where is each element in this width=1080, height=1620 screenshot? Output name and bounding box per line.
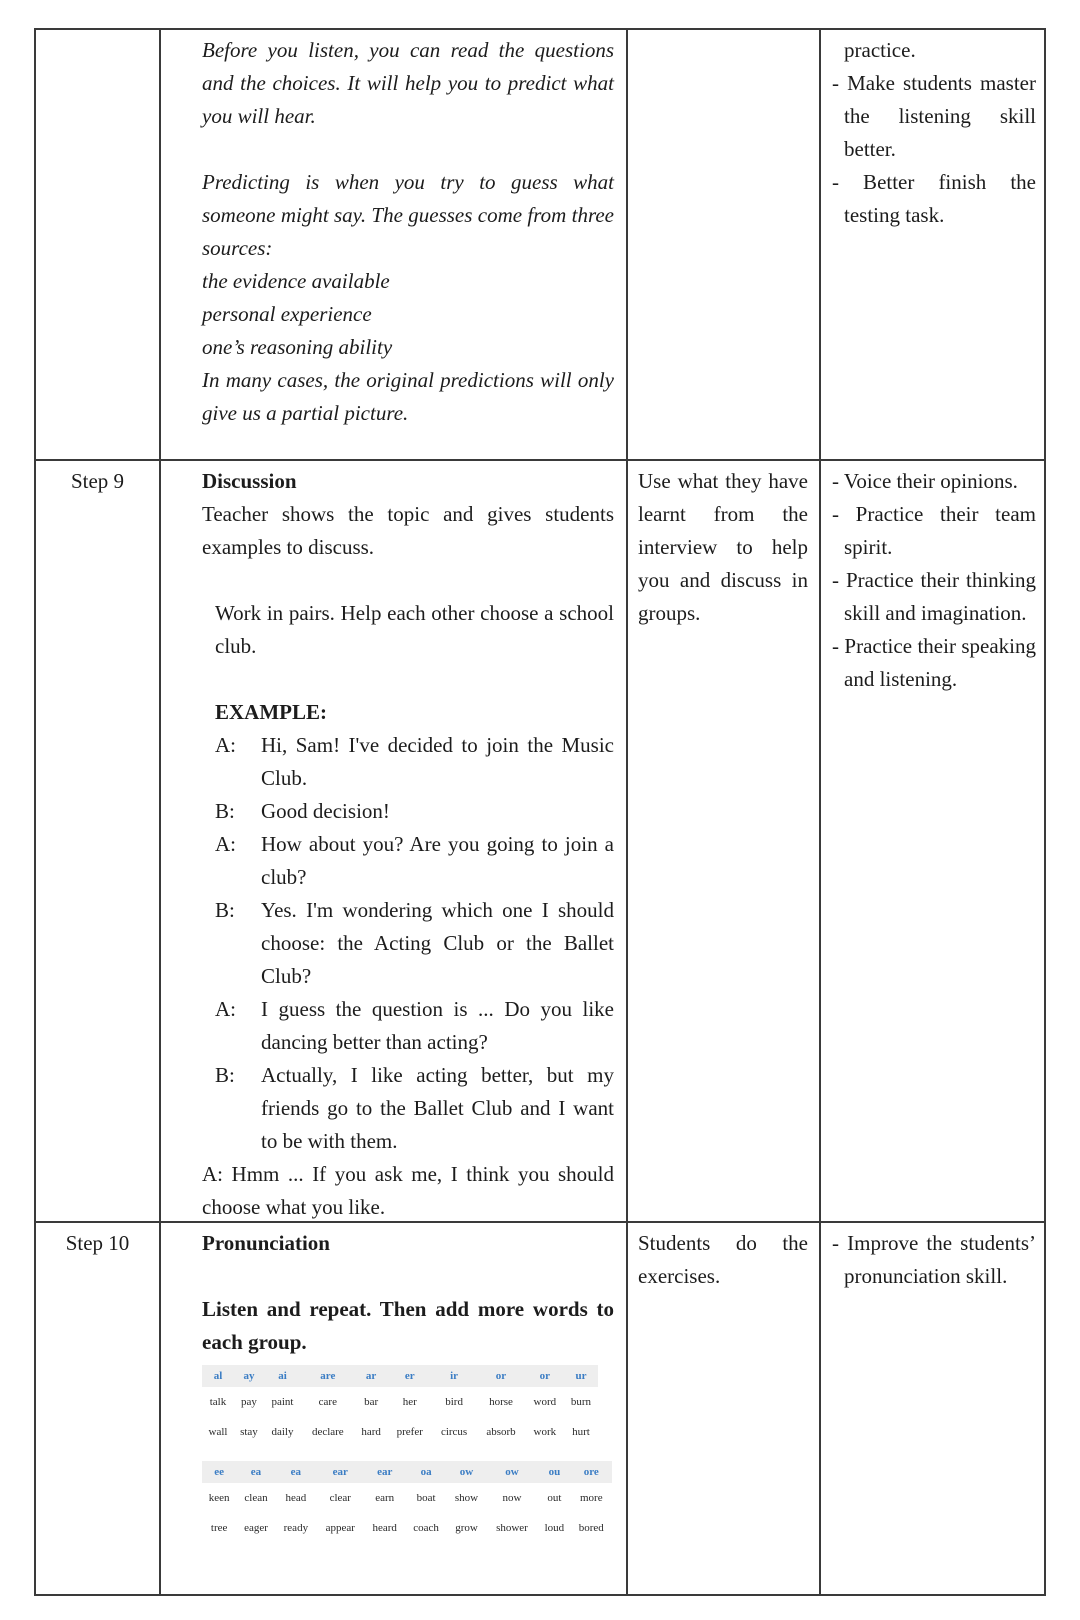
dialogue-text: Yes. I'm wondering which one I should choose: the Acting Club or the Ballet Club? xyxy=(261,898,614,988)
example-word: absorb xyxy=(486,1426,516,1438)
example-word: more xyxy=(579,1492,603,1504)
sound-pattern: ow xyxy=(447,1461,485,1483)
row-divider-1 xyxy=(34,459,1046,461)
example-word: work xyxy=(533,1426,557,1438)
sound-pattern: ear xyxy=(365,1461,405,1483)
table-border-right xyxy=(1044,28,1046,1596)
example-word: appear xyxy=(325,1522,355,1534)
row3-student-activity-cell: Students do the exercises. xyxy=(638,1231,808,1288)
sound-pattern: or xyxy=(476,1365,526,1387)
column-divider-2 xyxy=(626,28,628,1596)
row1-paragraph-1: Before you listen, you can read the questions and the choices. It will help you to predict what you will hear. xyxy=(202,38,614,128)
dialogue-line xyxy=(215,729,614,795)
row2-student-activity-cell: Use what they have learnt from the interview to help you and discuss in groups. xyxy=(638,469,808,625)
column-divider-3 xyxy=(819,28,821,1596)
dialogue-speaker: B: xyxy=(215,898,235,922)
row1-aim-1: practice. xyxy=(844,38,916,62)
sound-pattern: or xyxy=(526,1365,564,1387)
example-word: shower xyxy=(496,1522,528,1534)
dialogue-speaker: A: xyxy=(215,733,236,757)
example-word: clean xyxy=(244,1492,268,1504)
row1-closing: In many cases, the original predictions will only give us a partial picture. xyxy=(202,368,614,425)
sound-pattern: ai xyxy=(264,1365,301,1387)
pronunciation-instruction: Listen and repeat. Then add more words to each group. xyxy=(202,1297,614,1354)
dialogue-text: Hi, Sam! I've decided to join the Music Club. xyxy=(261,733,614,790)
column-divider-1 xyxy=(159,28,161,1596)
sound-pattern: al xyxy=(202,1365,234,1387)
example-word: circus xyxy=(440,1426,468,1438)
dialogue-text: How about you? Are you going to join a club? xyxy=(261,832,614,889)
dialogue-final-line: A: Hmm ... If you ask me, I think you should choose what you like. xyxy=(202,1162,614,1219)
example-word: talk xyxy=(209,1396,227,1408)
example-word: out xyxy=(547,1492,562,1504)
paragraph-spacer xyxy=(202,1260,614,1293)
discussion-title: Discussion xyxy=(202,469,297,493)
word-row xyxy=(202,1417,598,1447)
sound-pattern: oa xyxy=(405,1461,447,1483)
row2-aim-3: - Practice their thinking skill and imagination. xyxy=(832,568,1036,625)
pronunciation-title: Pronunciation xyxy=(202,1231,330,1255)
sound-pattern: ee xyxy=(202,1461,236,1483)
example-word: wall xyxy=(208,1426,228,1438)
row1-activity-cell xyxy=(202,34,614,430)
dialogue-text: I guess the question is ... Do you like dancing better than acting? xyxy=(261,997,614,1054)
table-border-top xyxy=(34,28,1046,30)
sound-table-header xyxy=(202,1365,598,1387)
sound-pattern: ar xyxy=(355,1365,388,1387)
word-row xyxy=(202,1387,598,1417)
example-word: word xyxy=(533,1396,557,1408)
example-word: ready xyxy=(283,1522,309,1534)
row1-source-2: personal experience xyxy=(202,302,372,326)
dialogue-text: Actually, I like acting better, but my friends go to the Ballet Club and I want to be with them. xyxy=(261,1063,614,1153)
example-word: show xyxy=(454,1492,479,1504)
table-border-left xyxy=(34,28,36,1596)
row2-aim-1: - Voice their opinions. xyxy=(832,469,1018,493)
sound-pattern: are xyxy=(301,1365,355,1387)
sound-pattern: ea xyxy=(236,1461,275,1483)
example-word: grow xyxy=(455,1522,478,1534)
example-word: care xyxy=(318,1396,337,1408)
discussion-intro: Teacher shows the topic and gives students examples to discuss. xyxy=(202,502,614,559)
example-word: pay xyxy=(241,1396,257,1408)
sound-pattern: ir xyxy=(432,1365,476,1387)
dialogue-line xyxy=(215,1059,614,1158)
example-word: boat xyxy=(416,1492,436,1504)
row1-paragraph-2: Predicting is when you try to guess what someone might say. The guesses come from three sources: xyxy=(202,170,614,260)
step-10-label: Step 10 xyxy=(65,1231,130,1255)
row1-source-3: one’s reasoning ability xyxy=(202,335,393,359)
row3-activity-cell xyxy=(202,1227,614,1543)
dialogue-speaker: A: xyxy=(215,832,236,856)
sound-pattern: ur xyxy=(564,1365,598,1387)
sound-pattern: ay xyxy=(234,1365,264,1387)
dialogue-text: Good decision! xyxy=(261,799,390,823)
word-row xyxy=(202,1483,612,1513)
example-word: now xyxy=(502,1492,522,1504)
example-word: her xyxy=(402,1396,417,1408)
word-row xyxy=(202,1513,612,1543)
sound-pattern: ow xyxy=(486,1461,539,1483)
sound-pattern: ea xyxy=(276,1461,316,1483)
dialogue-speaker: B: xyxy=(215,799,235,823)
sound-pattern: ear xyxy=(316,1461,364,1483)
example-word: earn xyxy=(375,1492,395,1504)
example-word: hurt xyxy=(572,1426,590,1438)
dialogue-line xyxy=(215,993,614,1059)
paragraph-spacer xyxy=(202,133,614,166)
example-word: keen xyxy=(208,1492,230,1504)
row3-aims-cell xyxy=(832,1227,1036,1293)
example-word: paint xyxy=(271,1396,294,1408)
row2-aim-2: - Practice their team spirit. xyxy=(832,502,1036,559)
example-word: stay xyxy=(240,1426,258,1438)
dialogue-line xyxy=(215,894,614,993)
example-word: burn xyxy=(570,1396,592,1408)
row2-aims-cell xyxy=(832,465,1036,696)
example-word: daily xyxy=(271,1426,294,1438)
sound-table-header xyxy=(202,1461,612,1483)
dialogue-speaker: A: xyxy=(215,997,236,1021)
sound-pattern: ore xyxy=(571,1461,612,1483)
row2-aim-4: - Practice their speaking and listening. xyxy=(832,634,1036,691)
table-border-bottom xyxy=(34,1594,1046,1596)
paragraph-spacer xyxy=(215,663,614,696)
row3-aim-1: - Improve the students’ pronunciation skill. xyxy=(832,1231,1036,1288)
example-word: bird xyxy=(445,1396,463,1408)
discussion-example-block xyxy=(202,597,614,1158)
example-word: eager xyxy=(244,1522,268,1534)
example-word: hard xyxy=(361,1426,381,1438)
row1-aims-cell xyxy=(832,34,1036,232)
example-word: bar xyxy=(364,1396,379,1408)
paragraph-spacer xyxy=(202,564,614,597)
example-word: tree xyxy=(210,1522,228,1534)
dialogue-line xyxy=(215,795,614,828)
dialogue-line xyxy=(215,828,614,894)
example-word: heard xyxy=(372,1522,397,1534)
example-word: clear xyxy=(329,1492,351,1504)
step-9-label: Step 9 xyxy=(70,469,125,493)
sound-pattern: er xyxy=(388,1365,432,1387)
discussion-task: Work in pairs. Help each other choose a school club. xyxy=(215,601,614,658)
row1-aim-2: - Make students master the listening skill better. xyxy=(832,71,1036,161)
row1-aim-3: - Better finish the testing task. xyxy=(832,170,1036,227)
example-word: bored xyxy=(578,1522,604,1534)
example-word: prefer xyxy=(396,1426,423,1438)
sound-pattern: ou xyxy=(538,1461,570,1483)
example-word: declare xyxy=(311,1426,344,1438)
example-word: loud xyxy=(544,1522,565,1534)
sound-table-1 xyxy=(202,1365,598,1447)
row1-source-1: the evidence available xyxy=(202,269,390,293)
example-word: horse xyxy=(489,1396,513,1408)
sound-table-2 xyxy=(202,1461,612,1543)
row2-activity-cell xyxy=(202,465,614,1224)
example-word: head xyxy=(285,1492,307,1504)
example-word: coach xyxy=(413,1522,439,1534)
table-spacer xyxy=(202,1447,614,1461)
dialogue-speaker: B: xyxy=(215,1063,235,1087)
example-label: EXAMPLE: xyxy=(215,700,327,724)
